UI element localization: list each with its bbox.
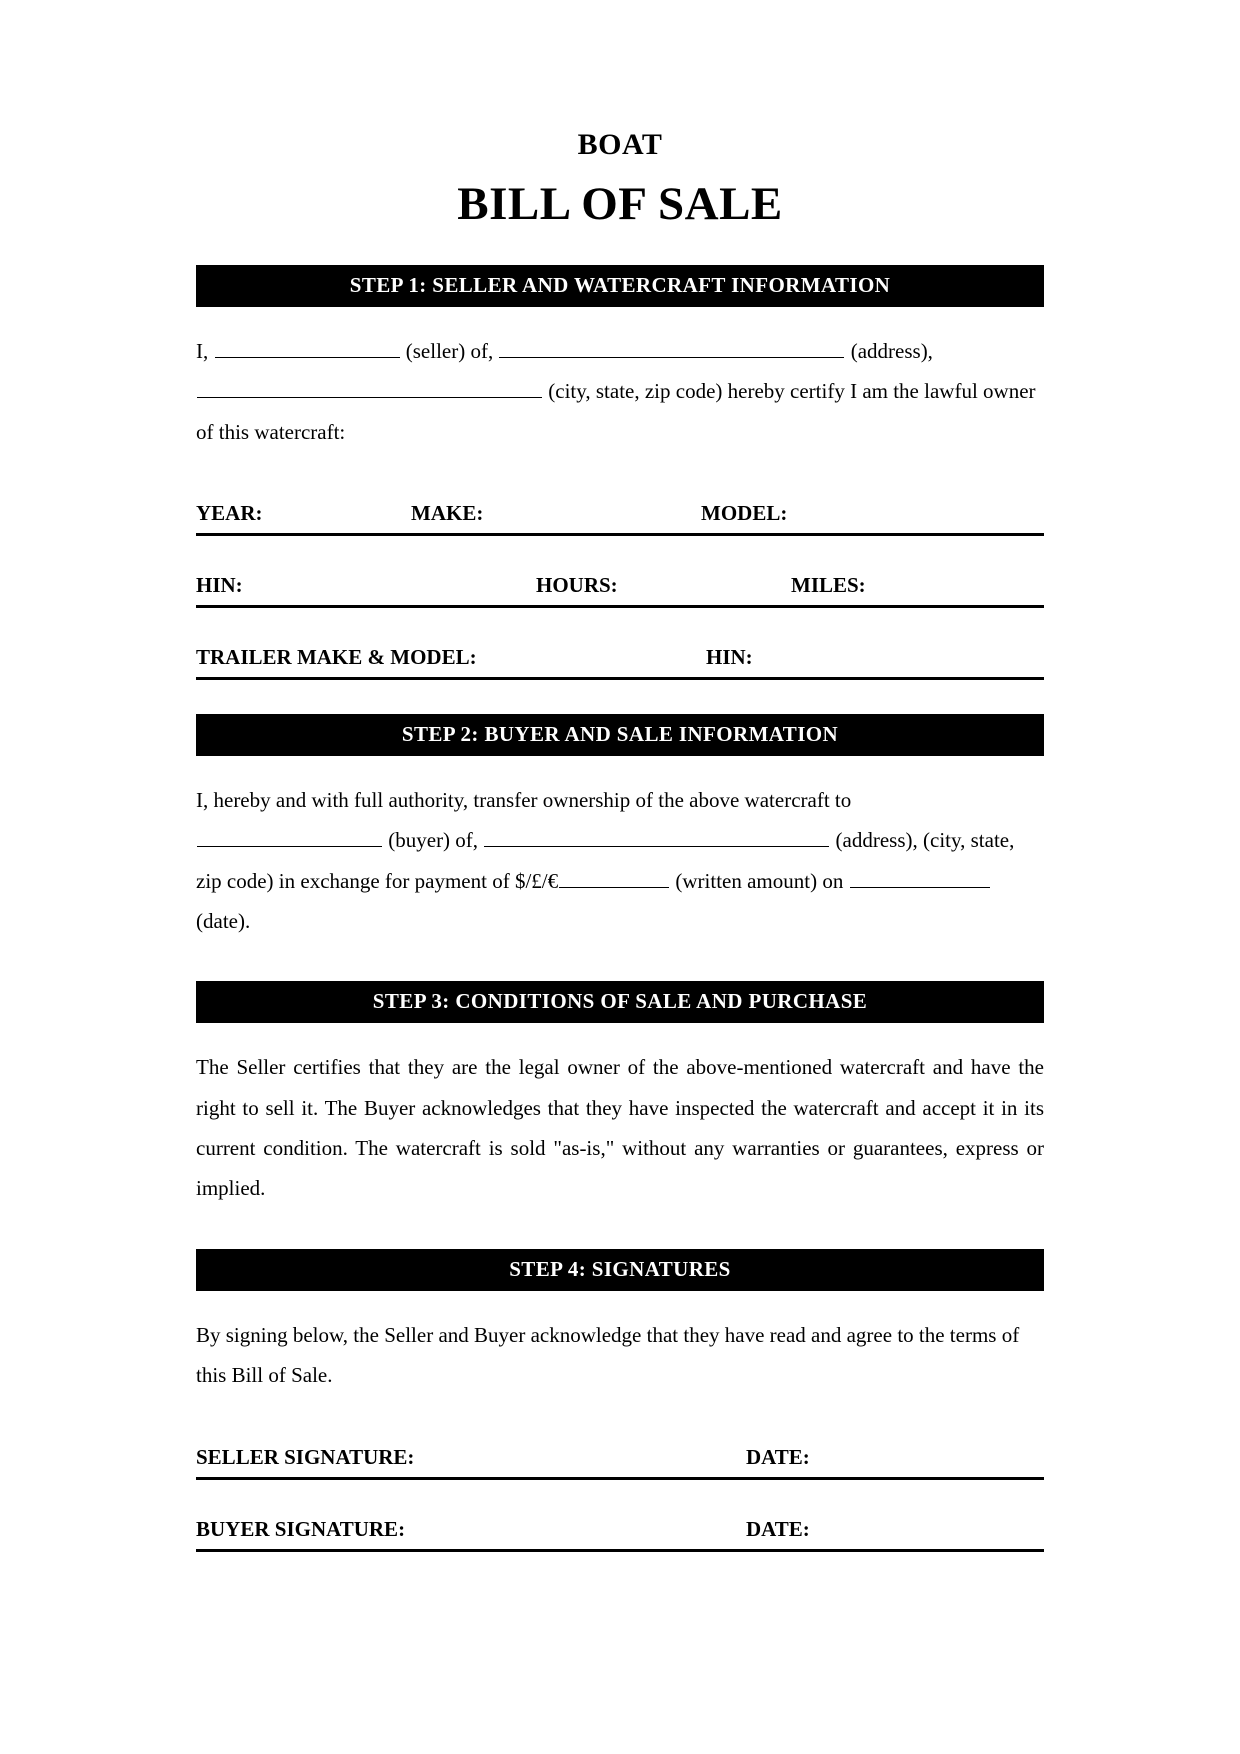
section-header-step-1: STEP 1: SELLER AND WATERCRAFT INFORMATION xyxy=(196,265,1044,307)
step-1-text-of-this-watercraft: of this watercraft: xyxy=(196,419,346,444)
field-label-year: YEAR: xyxy=(196,500,263,525)
buyer-name-blank[interactable] xyxy=(197,824,382,847)
section-header-step-2: STEP 2: BUYER AND SALE INFORMATION xyxy=(196,714,1044,756)
step-2-text-buyer-of: (buyer) of, xyxy=(388,828,479,853)
field-label-hours: HOURS: xyxy=(536,572,618,597)
document-title-bill-of-sale: BILL OF SALE xyxy=(457,178,783,230)
document-content xyxy=(196,0,1044,1552)
watercraft-row-year-make-model xyxy=(196,480,1044,536)
section-header-step-4: STEP 4: SIGNATURES xyxy=(196,1249,1044,1291)
field-label-hin: HIN: xyxy=(196,572,243,597)
step-2-text-date: (date). xyxy=(196,908,251,933)
step-2-text-written-amount: (written amount) on xyxy=(675,868,844,893)
signature-row-seller xyxy=(196,1424,1044,1480)
field-label-buyer-signature[interactable]: BUYER SIGNATURE: xyxy=(196,1516,406,1541)
buyer-address-blank[interactable] xyxy=(484,824,829,847)
step-4-signature-paragraph: By signing below, the Seller and Buyer acknowledge that they have read and agree to the terms of this Bill of Sale. xyxy=(196,1322,1020,1388)
signature-row-buyer xyxy=(196,1496,1044,1552)
step-2-text-address-city-state: (address), (city, state, xyxy=(835,828,1015,853)
field-label-make: MAKE: xyxy=(411,500,484,525)
field-label-buyer-date[interactable]: DATE: xyxy=(746,1516,810,1541)
payment-amount-blank[interactable] xyxy=(559,865,669,888)
seller-address-blank[interactable] xyxy=(499,335,844,358)
field-label-trailer-make-model: TRAILER MAKE & MODEL: xyxy=(196,644,477,669)
step-2-text-zip-payment: zip code) in exchange for payment of $/£/€ xyxy=(196,868,559,893)
field-label-miles: MILES: xyxy=(791,572,866,597)
step-3-conditions-paragraph: The Seller certifies that they are the legal owner of the above-mentioned watercraft and have the right to sell it. The Buyer acknowledges that they have inspected the watercraft and accept it in its current condition. The watercraft is sold "as-is," without any warranties or guarantees, express or implied. xyxy=(196,1055,1044,1201)
step-1-text-address: (address), xyxy=(850,338,933,363)
field-label-seller-date[interactable]: DATE: xyxy=(746,1444,810,1469)
sale-date-blank[interactable] xyxy=(850,865,990,888)
field-label-trailer-hin: HIN: xyxy=(706,644,753,669)
step-1-text-i: I, xyxy=(196,338,209,363)
step-1-text-city-state-zip: (city, state, zip code) hereby certify I am the lawful owner xyxy=(548,379,1036,404)
step-2-buyer-statement xyxy=(196,780,1044,941)
document-title-boat: BOAT xyxy=(577,128,663,161)
section-header-step-3: STEP 3: CONDITIONS OF SALE AND PURCHASE xyxy=(196,981,1044,1023)
seller-city-state-zip-blank[interactable] xyxy=(197,375,542,398)
step-1-text-seller-of: (seller) of, xyxy=(405,338,494,363)
field-label-seller-signature[interactable]: SELLER SIGNATURE: xyxy=(196,1444,415,1469)
step-2-transfer-line: I, hereby and with full authority, transfer ownership of the above watercraft to xyxy=(196,788,852,812)
seller-name-blank[interactable] xyxy=(215,335,400,358)
step-1-seller-statement xyxy=(196,331,1044,452)
watercraft-row-hin-hours-miles xyxy=(196,552,1044,608)
watercraft-row-trailer xyxy=(196,624,1044,680)
field-label-model: MODEL: xyxy=(701,500,788,525)
